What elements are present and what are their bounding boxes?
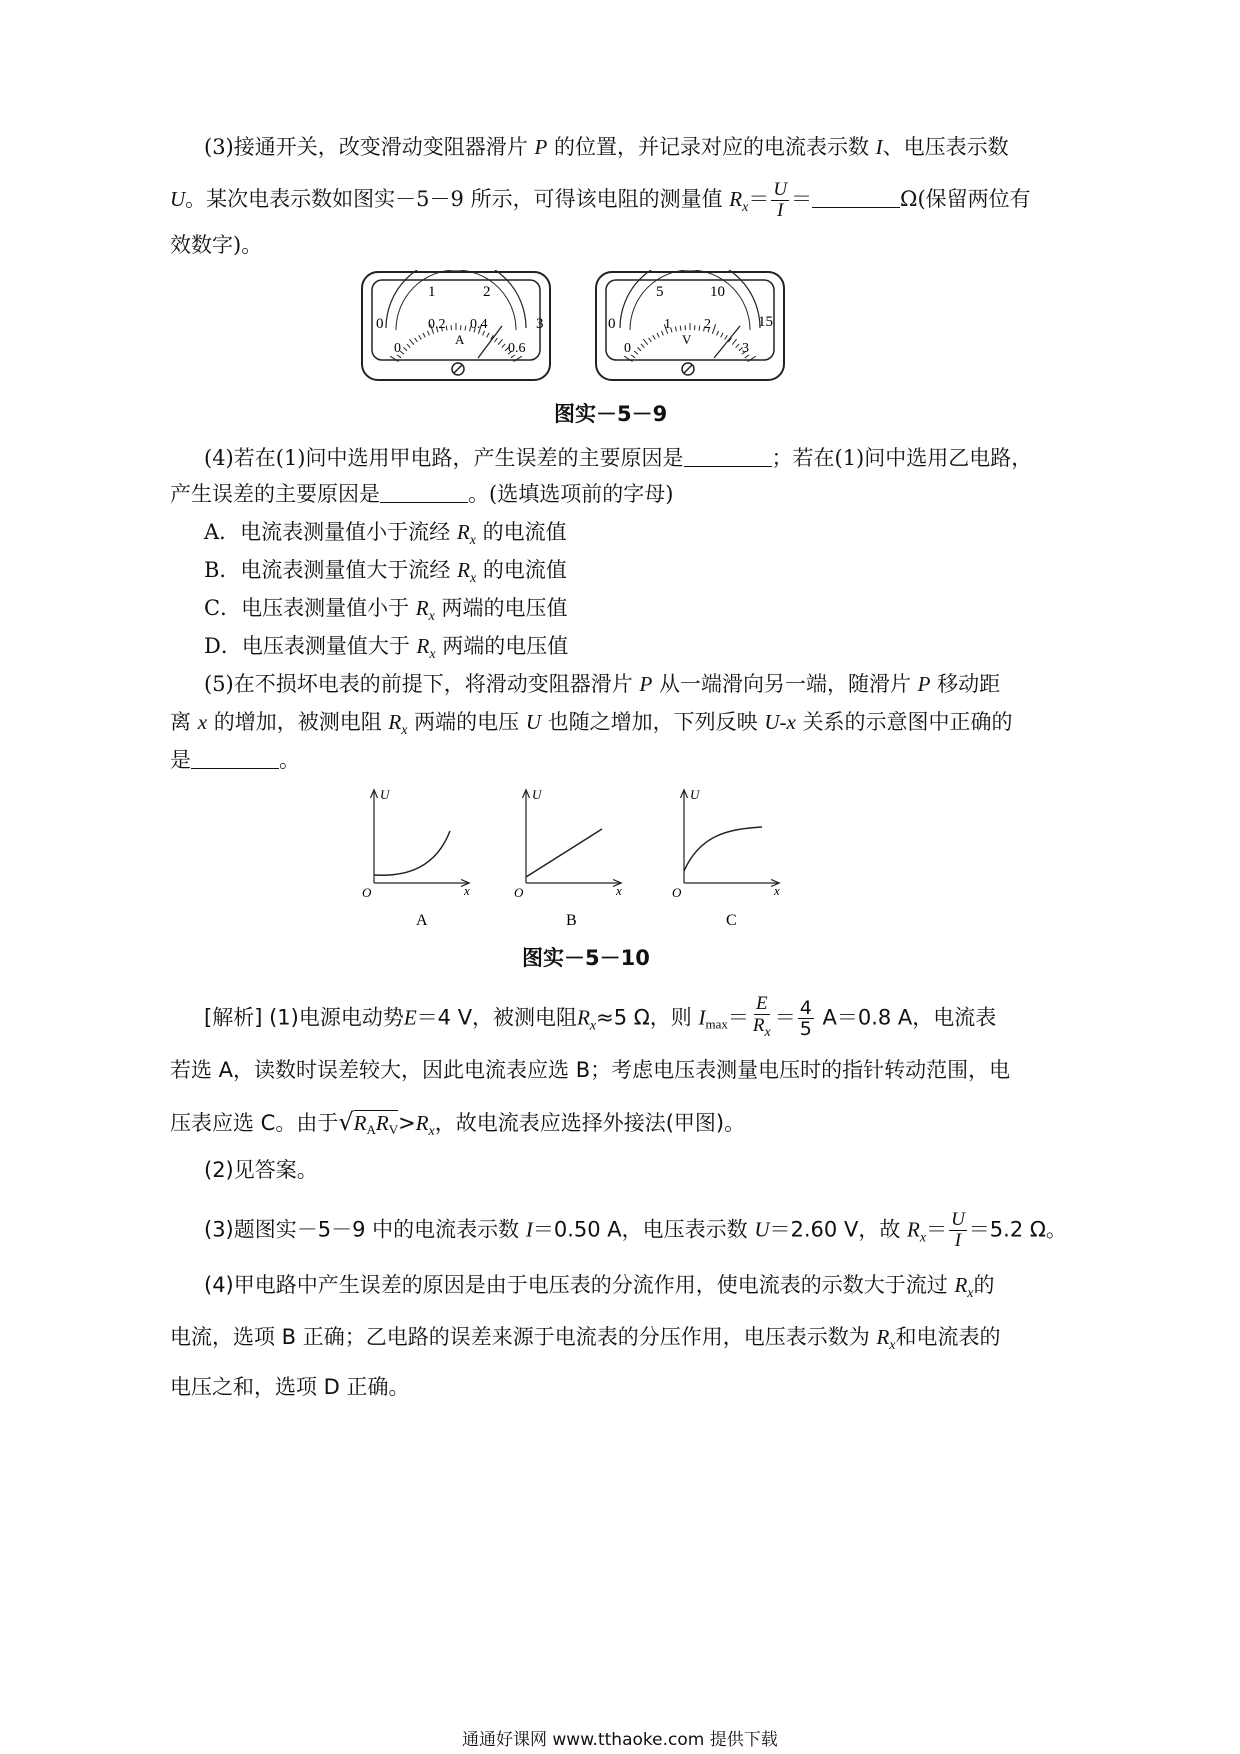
svg-text:x: x (464, 883, 470, 898)
option-d: D．电压表测量值大于 $R_x$ 两端的电压值 (204, 634, 569, 662)
fraction-4-over-5: $\frac{4}{5}$ (799, 997, 812, 1040)
scale-tick (446, 326, 447, 331)
analysis-line-3: 压表应选 C。由于$√RARV>R_x$，故电流表应选择外接法(甲图)。 (170, 1108, 746, 1139)
analysis-line-2: 若选 A，读数时误差较大，因此电流表应选 B；考虑电压表测量电压时的指针转动范围，电 (170, 1058, 1011, 1082)
graph-c (672, 787, 780, 929)
scale-tick (643, 339, 647, 344)
ammeter-top-2: 2 (483, 284, 491, 300)
option-b: B．电流表测量值大于流经 $R_x$ 的电流值 (204, 558, 567, 586)
scale-tick (403, 347, 407, 350)
p4-line-1: (4)若在(1)问中选用甲电路，产生误差的主要原因是 ；若在(1)问中选用乙电路， (204, 446, 1033, 470)
scale-tick (675, 326, 676, 331)
analysis-line-5: (3)题图实－5－9 中的电流表示数 I＝0.50 A，电压表示数 U＝2.60 V，故 $R_x=$ $\frac{U}{I}$ ＝5.2 Ω。 (204, 1209, 1067, 1251)
answer-blank-4b[interactable] (380, 480, 468, 503)
svg-text:O: O (362, 885, 372, 900)
svg-text:U: U (690, 787, 700, 802)
voltmeter-needle (714, 326, 740, 358)
page-footer: 通通好课网 www.tthaoke.com 提供下载 (462, 1730, 778, 1750)
svg-text:U: U (532, 787, 542, 802)
analysis-line-1: [解析] (1)电源电动势E＝4 V，被测电阻$R_x\approx 5$ Ω，则 Imax＝ $\frac{E}{R_x}$ ＝ $\frac{4}{5}$ A＝0.8 A，电流表 (204, 994, 996, 1043)
scale-tick (736, 344, 739, 348)
svg-text:U: U (380, 787, 390, 802)
scale-tick (409, 339, 413, 344)
voltmeter-top-2: 10 (710, 284, 725, 300)
scale-tick (415, 338, 418, 342)
voltmeter-bottom-2: 2 (704, 317, 711, 332)
scale-tick (641, 344, 644, 348)
ammeter-top-0: 0 (376, 316, 384, 332)
analysis-line-4: (2)见答案。 (204, 1158, 318, 1182)
scale-tick (637, 347, 641, 350)
fraction-U-over-I-answer: $\frac{U}{I}$ (951, 1209, 965, 1251)
scale-tick (717, 331, 719, 336)
graph-a-label: A (416, 912, 428, 929)
p3-line-2: U。某次电表示数如图实－5－9 所示，可得该电阻的测量值 $R_x=$ $\frac{U}{I}$ ＝ Ω(保留两位有 (170, 179, 1031, 221)
sqrt-symbol: √ (338, 1108, 354, 1136)
scale-tick (634, 351, 638, 354)
p4-line-2: 产生误差的主要原因是 。(选填选项前的字母) (170, 482, 674, 506)
scale-tick (495, 338, 498, 342)
analysis-line-7: 电流，选项 B 正确；乙电路的误差来源于电流表的分压作用，电压表示数为 $R_x$和电流表的 (170, 1325, 1001, 1353)
scale-tick (631, 355, 635, 358)
graph-a (362, 787, 470, 929)
voltmeter-top-3: 15 (758, 314, 773, 330)
scale-tick (699, 326, 700, 331)
graph-b-line (526, 829, 602, 877)
voltmeter-top-1: 5 (656, 284, 664, 300)
analysis-line-8: 电压之和，选项 D 正确。 (170, 1375, 410, 1399)
scale-tick (725, 335, 728, 339)
scale-tick (407, 344, 410, 348)
scale-tick (487, 333, 489, 337)
scale-tick (680, 326, 681, 331)
answer-blank-5[interactable] (191, 746, 279, 769)
analysis-line-6: (4)甲电路中产生误差的原因是由于电压表的分流作用，使电流表的示数大于流过 $R_x$的 (204, 1273, 995, 1301)
scale-tick (465, 326, 466, 331)
graph-b-label: B (566, 912, 577, 929)
scale-tick (513, 356, 521, 361)
analysis-tag: [解析] (204, 1005, 263, 1030)
p3-line-3: 效数字)。 (170, 233, 263, 257)
p5-line-3: 是 。 (170, 748, 300, 772)
voltmeter (596, 270, 784, 380)
meters-figure (360, 270, 790, 385)
scale-tick (712, 324, 715, 333)
graph-c-curve (684, 827, 762, 871)
var-I: I (875, 135, 883, 159)
p5-line-1: (5)在不损坏电表的前提下，将滑动变阻器滑片 P 从一端滑向另一端，随滑片 P 移动距 (204, 672, 1001, 696)
fraction-U-over-I: $\frac{U}{I}$ (773, 179, 788, 221)
ammeter-top-1: 1 (428, 284, 436, 300)
scale-tick (498, 339, 502, 344)
graph-b (514, 787, 622, 929)
svg-text:O: O (514, 885, 524, 900)
scale-tick (732, 339, 736, 344)
graph-a-curve (374, 831, 450, 875)
scale-tick (390, 356, 398, 361)
svg-text:O: O (672, 885, 682, 900)
ammeter-label: A (455, 332, 465, 347)
scale-tick (624, 356, 632, 361)
answer-blank-4a[interactable] (684, 444, 772, 467)
voltmeter-top-0: 0 (608, 316, 616, 332)
option-c: C．电压表测量值小于 $R_x$ 两端的电压值 (204, 596, 568, 624)
option-a: A．电流表测量值小于流经 $R_x$ 的电流值 (204, 520, 567, 548)
p5-line-2: 离 x 的增加，被测电阻 $R_x$ 两端的电压 U 也随之增加，下列反映 U-x 关系的示意图中正确的 (170, 710, 1013, 738)
figure-10-caption: 图实－5－10 (522, 946, 650, 970)
ux-graphs-figure (360, 785, 800, 935)
ammeter-bottom-0: 0 (394, 341, 401, 356)
ammeter-top-3: 3 (536, 316, 544, 332)
fraction-E-over-Rx: $\frac{E}{R_x}$ (752, 993, 771, 1040)
scale-tick (653, 335, 656, 339)
ammeter (362, 270, 550, 380)
voltmeter-bottom-3: 3 (742, 341, 749, 356)
voltmeter-label: V (682, 332, 692, 347)
svg-text:x: x (616, 883, 622, 898)
graph-c-label: C (726, 912, 737, 929)
p3-line-1: (3)接通开关，改变滑动变阻器滑片 P 的位置，并记录对应的电流表示数 I、电压表示数 (204, 135, 1009, 159)
ammeter-bottom-3: 0.6 (508, 341, 526, 356)
scale-tick (649, 338, 652, 342)
scale-tick (747, 356, 755, 361)
voltmeter-bottom-0: 0 (624, 341, 631, 356)
ammeter-bottom-1: 0.2 (428, 317, 446, 332)
scale-tick (721, 333, 723, 337)
answer-blank-3[interactable] (812, 185, 900, 208)
scale-tick (419, 335, 422, 339)
scale-tick (423, 333, 425, 337)
svg-text:x: x (774, 883, 780, 898)
ammeter-bottom-2: 0.4 (470, 317, 488, 332)
voltmeter-bottom-1: 1 (664, 317, 671, 332)
scale-tick (657, 333, 659, 337)
figure-9-caption: 图实－5－9 (554, 402, 668, 426)
var-P: P (534, 135, 548, 159)
scale-tick (502, 344, 505, 348)
